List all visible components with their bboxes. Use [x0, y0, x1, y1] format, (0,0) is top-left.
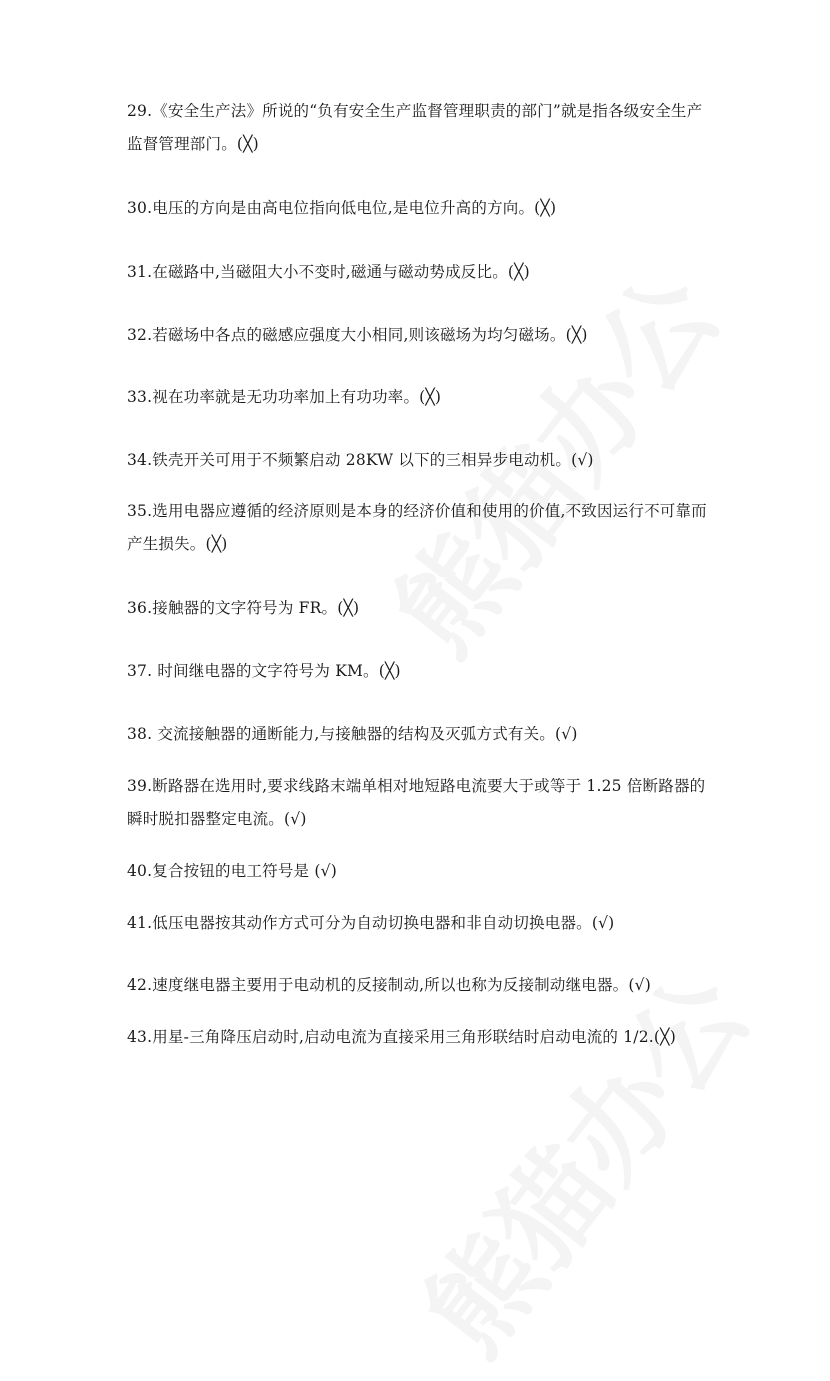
question-29: 29.《安全生产法》所说的“负有安全生产监督管理职责的部门”就是指各级安全生产监督管理部门。(╳): [127, 102, 703, 153]
question-35: 35.选用电器应遵循的经济原则是本身的经济价值和使用的价值,不致因运行不可靠而产生损失。(╳): [127, 502, 707, 553]
question-37: 37. 时间继电器的文字符号为 KM。(╳): [127, 662, 401, 680]
question-34: 34.铁壳开关可用于不频繁启动 28KW 以下的三相异步电动机。(√): [127, 451, 594, 469]
question-39: 39.断路器在选用时,要求线路末端单相对地短路电流要大于或等于 1.25 倍断路器的瞬时脱扣器整定电流。(√): [127, 777, 706, 828]
question-32: 32.若磁场中各点的磁感应强度大小相同,则该磁场为均匀磁场。(╳): [127, 326, 588, 344]
question-42: 42.速度继电器主要用于电动机的反接制动,所以也称为反接制动继电器。(√): [127, 976, 651, 994]
question-30: 30.电压的方向是由高电位指向低电位,是电位升高的方向。(╳): [127, 199, 557, 217]
question-31: 31.在磁路中,当磁阻大小不变时,磁通与磁动势成反比。(╳): [127, 263, 530, 281]
question-40: 40.复合按钮的电工符号是 (√): [127, 862, 337, 880]
watermark: [382, 937, 777, 1381]
question-43: 43.用星-三角降压启动时,启动电流为直接采用三角形联结时启动电流的 1/2.(╳): [127, 1028, 676, 1046]
question-33: 33.视在功率就是无功功率加上有功功率。(╳): [127, 388, 442, 406]
question-41: 41.低压电器按其动作方式可分为自动切换电器和非自动切换电器。(√): [127, 914, 615, 932]
question-36: 36.接触器的文字符号为 FR。(╳): [127, 599, 360, 617]
question-38: 38. 交流接触器的通断能力,与接触器的结构及灭弧方式有关。(√): [127, 725, 578, 743]
